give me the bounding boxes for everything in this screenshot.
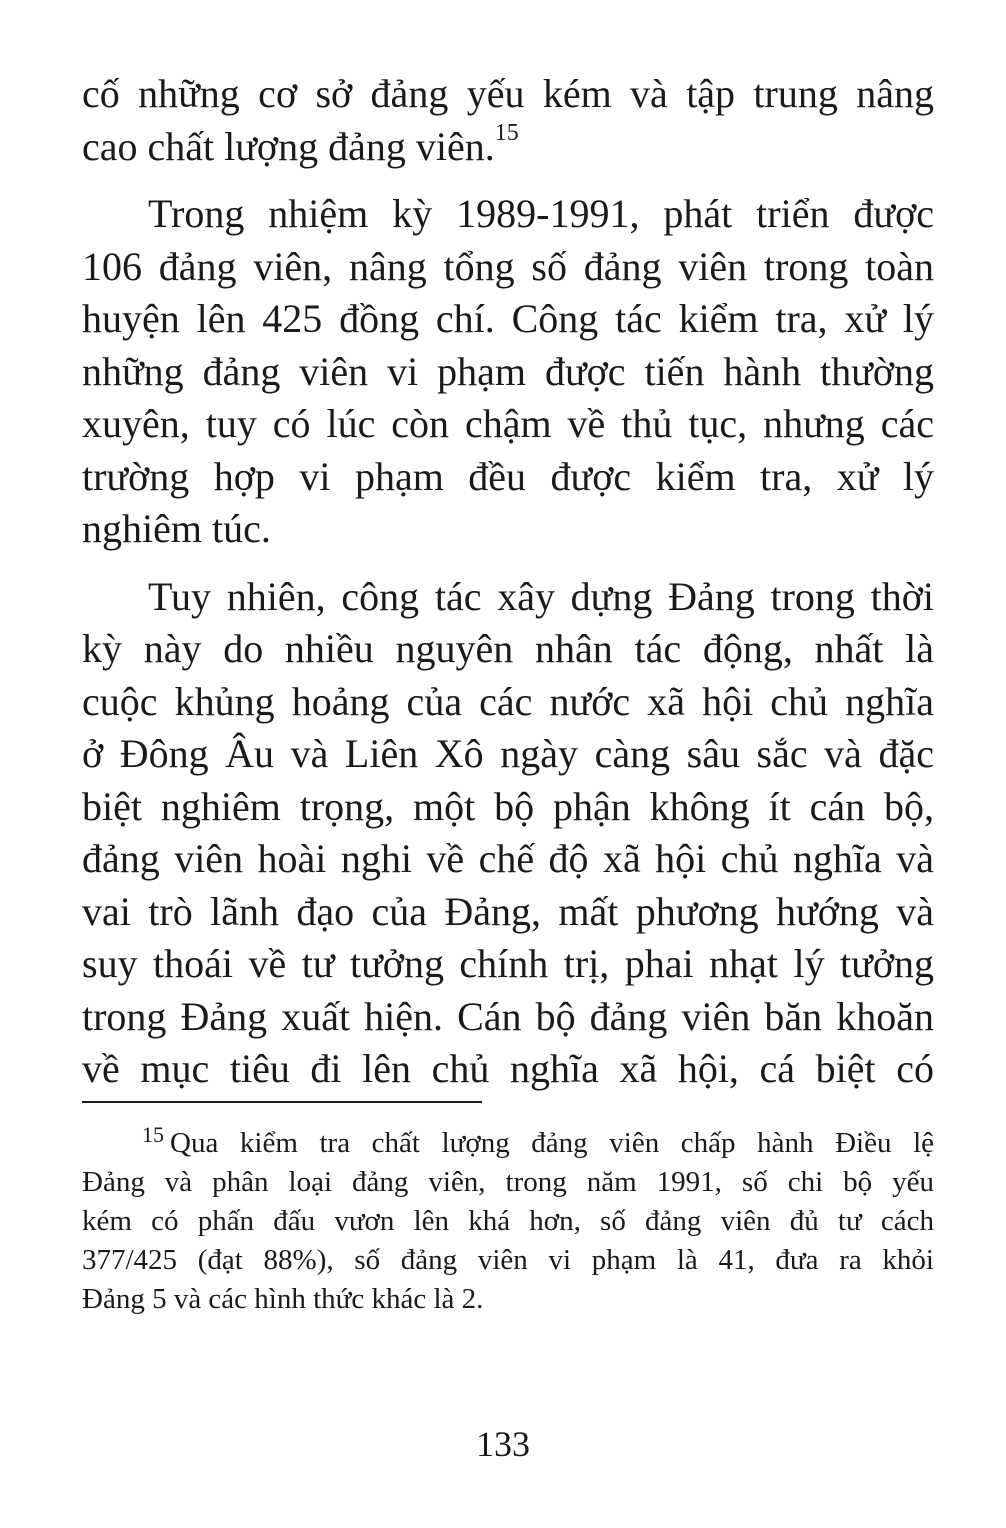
text-line: đảng viên hoài nghi về chế độ xã hội chủ nghĩa và xyxy=(82,836,934,881)
text-line: biệt nghiêm trọng, một bộ phận không ít cán bộ, xyxy=(82,783,934,829)
text-line: kỳ này do nhiều nguyên nhân tác động, nhất là xyxy=(82,626,934,671)
footnote xyxy=(82,1124,934,1319)
text-line: 106 đảng viên, nâng tổng số đảng viên trong toàn xyxy=(82,243,934,289)
text-line: huyện lên 425 đồng chí. Công tác kiểm tra, xử lý xyxy=(82,296,934,341)
text-line xyxy=(82,121,934,174)
footnote-reference[interactable]: 15 xyxy=(494,119,519,146)
text-line: những đảng viên vi phạm được tiến hành thường xyxy=(82,348,934,394)
main-text xyxy=(82,68,934,1096)
footnote-line: Đảng 5 và các hình thức khác là 2. xyxy=(82,1283,484,1315)
footnote-line-content: Qua kiểm tra chất lượng đảng viên chấp hành Điều lệ xyxy=(170,1127,934,1159)
footnote-number: 15 xyxy=(142,1122,164,1147)
footnote-line: 377/425 (đạt 88%), số đảng viên vi phạm là 41, đưa ra khỏi xyxy=(82,1244,934,1276)
text-line: trong Đảng xuất hiện. Cán bộ đảng viên băn khoăn xyxy=(82,993,934,1039)
text-line: cuộc khủng hoảng của các nước xã hội chủ nghĩa xyxy=(82,678,934,724)
footnote-divider xyxy=(82,1101,482,1103)
text-line: cố những cơ sở đảng yếu kém và tập trung nâng xyxy=(82,71,934,116)
footnote-line xyxy=(82,1124,934,1163)
page-number: 133 xyxy=(476,1424,530,1464)
footnote-line: kém có phấn đấu vươn lên khá hơn, số đảng viên đủ tư cách xyxy=(82,1205,934,1237)
text-line: vai trò lãnh đạo của Đảng, mất phương hướng và xyxy=(82,888,934,934)
text-line: Trong nhiệm kỳ 1989-1991, phát triển được xyxy=(148,191,934,236)
text-line: xuyên, tuy có lúc còn chậm về thủ tục, nhưng các xyxy=(82,401,934,446)
text-line: suy thoái về tư tưởng chính trị, phai nhạt lý tưởng xyxy=(82,941,934,986)
paragraph-1 xyxy=(82,68,934,173)
text-line-content: cao chất lượng đảng viên. xyxy=(82,123,495,169)
text-line: về mục tiêu đi lên chủ nghĩa xã hội, cá biệt có xyxy=(82,1046,934,1091)
paragraph-2 xyxy=(82,188,934,556)
footnote-line: Đảng và phân loại đảng viên, trong năm 1991, số chi bộ yếu xyxy=(82,1166,934,1198)
text-line: ở Đông Âu và Liên Xô ngày càng sâu sắc và đặc xyxy=(82,731,934,776)
text-line: trường hợp vi phạm đều được kiểm tra, xử lý xyxy=(82,453,934,499)
text-line: Tuy nhiên, công tác xây dựng Đảng trong thời xyxy=(148,573,934,619)
paragraph-3 xyxy=(82,571,934,1096)
text-line: nghiêm túc. xyxy=(82,506,271,551)
